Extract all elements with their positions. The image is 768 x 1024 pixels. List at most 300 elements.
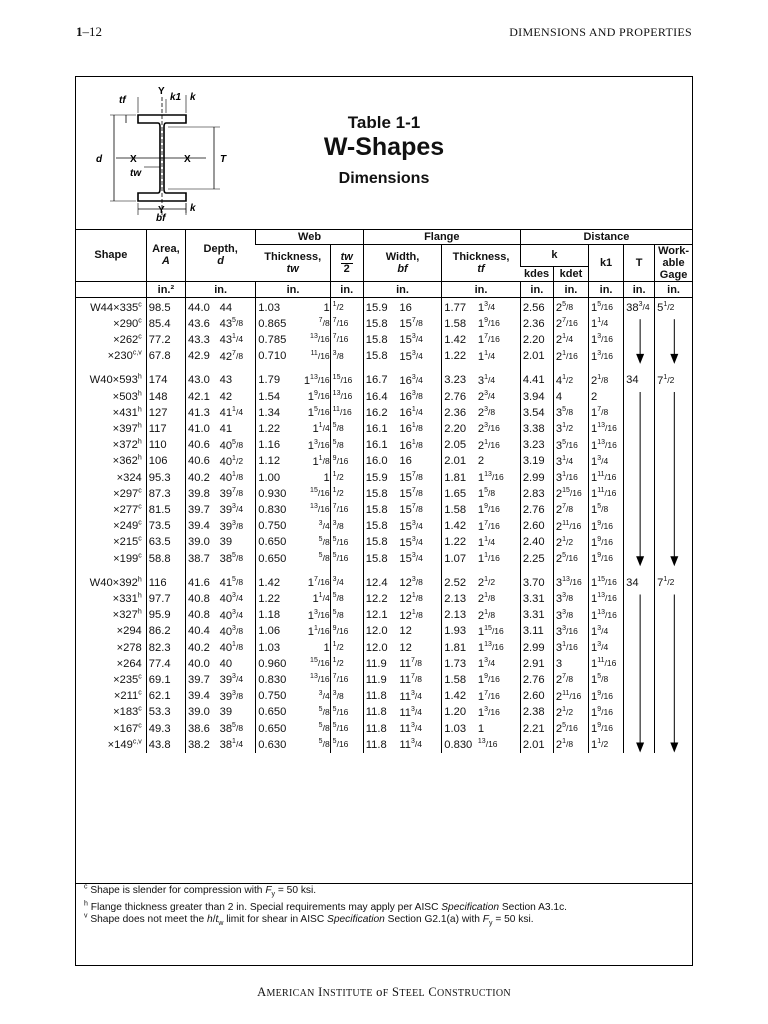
shape-cell: $\times 362^h$ (112, 454, 142, 468)
cell-d-frac: $42^7/8$ (219, 349, 244, 363)
cell-tw2: $^1$/2 (330, 470, 363, 486)
cell-tf: 1.07 (442, 551, 477, 567)
cell-bf: 11.9 (363, 672, 398, 688)
cell-d-frac: $39^3/4$ (219, 503, 244, 517)
table-row (76, 575, 692, 591)
cell-k1: 2 (589, 389, 624, 405)
cell-d-frac: $40^1/8$ (219, 641, 244, 655)
cell-tf-frac: $1^7/16$ (477, 333, 500, 347)
cell-gage (655, 519, 692, 535)
cell-T (624, 624, 655, 640)
cell-bf-frac: $11^3/4$ (399, 722, 423, 736)
cell-d: 38.2 (186, 737, 219, 753)
cell-tf-frac: $1^9/16$ (477, 673, 500, 687)
cell-A: 95.3 (146, 470, 185, 486)
cell-gage (655, 502, 692, 518)
cell-bf-frac: $16^3/4$ (399, 373, 423, 387)
cell-tf: 2.76 (442, 389, 477, 405)
unit: in. (256, 282, 330, 298)
cell-tf: 1.73 (442, 656, 477, 672)
unit: in. (363, 282, 442, 298)
cell-tf-frac: 2 (477, 455, 485, 468)
cell-tw: 1.03 (256, 640, 293, 656)
col-kdet: kdet (553, 266, 588, 281)
cell-tw: 1.22 (256, 421, 293, 437)
cell-tw-frac: $^3$/4 (318, 519, 330, 531)
cell-kdet: $2^1/2$ (553, 705, 588, 721)
cell-bf-frac: $11^3/4$ (399, 738, 423, 752)
cell-k1: $1^{13}/16$ (589, 591, 624, 607)
cell-tf: 1.77 (442, 298, 477, 317)
cell-tw: 0.630 (256, 737, 293, 753)
cell-A: 81.5 (146, 502, 185, 518)
footnote: $^v$ Shape does not meet the $h/t_w$ limit for shear in AISC Specification Section G2.1(a) with $F_y = 50$ ksi. (84, 912, 534, 928)
cell-d-frac: $43^1/4$ (219, 333, 244, 347)
cell-kdet: $2^1/4$ (553, 332, 588, 348)
cell-A: 77.4 (146, 656, 185, 672)
table-row (76, 332, 692, 348)
cell-A: 85.4 (146, 316, 185, 332)
cell-bf: 11.8 (363, 721, 398, 737)
cell-d-frac: $39^3/8$ (219, 519, 244, 533)
cell-tw-frac: $^{11}$/16 (310, 349, 330, 361)
cell-k1: $1^{13}/16$ (589, 438, 624, 454)
table-header-block (76, 77, 692, 230)
cell-tw2: $^7$/16 (330, 332, 363, 348)
svg-text:tf: tf (119, 95, 126, 106)
cell-tf: 2.52 (442, 575, 477, 591)
cell-tf-frac: $1^7/16$ (477, 689, 500, 703)
cell-tw-frac: $^5$/8 (318, 738, 330, 750)
cell-A: 148 (146, 389, 185, 405)
cell-tf-frac: $1^3/4$ (477, 301, 496, 314)
cell-tw-frac: $1^3/16$ (307, 608, 330, 622)
cell-d: 43.3 (186, 332, 219, 348)
cell-tw2: $^7$/16 (330, 316, 363, 332)
cell-kdes: 2.91 (520, 656, 553, 672)
cell-tf: 2.13 (442, 591, 477, 607)
unit: in. (442, 282, 521, 298)
table-row (76, 737, 692, 753)
cell-A: 73.5 (146, 519, 185, 535)
units-row (76, 282, 692, 298)
cell-bf: 15.8 (363, 486, 398, 502)
cell-kdes: 3.31 (520, 608, 553, 624)
cell-k1: $1^1/2$ (589, 737, 624, 753)
cell-tw: 1.54 (256, 389, 293, 405)
cell-A: 95.9 (146, 608, 185, 624)
cell-bf: 15.9 (363, 298, 398, 317)
cell-A: 174 (146, 373, 185, 389)
cell-bf: 12.2 (363, 591, 398, 607)
cell-tf: 1.58 (442, 672, 477, 688)
cell-kdet: $2^1/8$ (553, 737, 588, 753)
cell-k1: $1^9/16$ (589, 721, 624, 737)
cell-d-frac: $40^3/8$ (219, 625, 244, 638)
shape-cell: $W44\times 335^c$ (90, 300, 142, 314)
cell-tw: 1.03 (256, 298, 293, 317)
svg-text:k: k (190, 203, 196, 214)
cell-tw: 1.22 (256, 591, 293, 607)
cell-tf: 1.03 (442, 721, 477, 737)
cell-tw-frac: $1^7/16$ (307, 576, 330, 590)
cell-tw-frac: $1^3/16$ (307, 438, 330, 452)
cell-bf: 12.1 (363, 608, 398, 624)
cell-tw: 1.16 (256, 438, 293, 454)
unit: in. (330, 282, 363, 298)
cell-tf-frac: $1^1/16$ (477, 552, 500, 566)
cell-tw2: $^3$/8 (330, 349, 363, 365)
cell-k1: $1^1/4$ (589, 316, 624, 332)
cell-tf-frac: $1^3/16$ (477, 706, 500, 719)
table-row (76, 502, 692, 518)
table-row (76, 705, 692, 721)
cell-bf-frac: $12^3/8$ (399, 576, 423, 590)
cell-bf-frac: $16^1/4$ (399, 406, 423, 420)
cell-tw2: $^1$/2 (330, 640, 363, 656)
table-body (76, 298, 692, 754)
cell-bf: 15.8 (363, 535, 398, 551)
col-flange-thickness: Thickness, tf (442, 245, 521, 282)
cell-gage (655, 656, 692, 672)
cell-tw-frac: 1 (323, 471, 330, 484)
cell-tw-frac: $^5$/8 (318, 722, 330, 734)
shape-cell: $\times 149^{c,v}$ (107, 738, 142, 751)
cell-T (624, 721, 655, 737)
cell-tf-frac: $1^5/8$ (477, 487, 496, 501)
cell-bf-frac: $15^7/8$ (399, 503, 423, 517)
shape-cell: $\times 249^c$ (113, 519, 142, 533)
cell-gage (655, 689, 692, 705)
footnote: $^c$ Shape is slender for compression with $F_y = 50$ ksi. (84, 883, 317, 899)
cell-A: 82.3 (146, 640, 185, 656)
cell-T (624, 705, 655, 721)
col-kdes: kdes (524, 267, 550, 280)
shape-cell: $\times 297^c$ (113, 487, 142, 500)
cell-bf: 11.8 (363, 689, 398, 705)
cell-bf: 16.4 (363, 389, 398, 405)
cell-bf: 15.8 (363, 502, 398, 518)
cell-bf: 16.0 (363, 454, 398, 470)
table-row (76, 405, 692, 421)
cell-d-frac: 42 (219, 390, 233, 403)
cell-A: 67.8 (146, 349, 185, 365)
cell-bf: 12.0 (363, 640, 398, 656)
cell-tw2: $^{15}$/16 (330, 373, 363, 389)
cell-A: 62.1 (146, 689, 185, 705)
cell-kdet: $2^{11}/16$ (553, 689, 588, 705)
cell-tw2: $^5$/8 (330, 421, 363, 437)
svg-text:tw: tw (130, 168, 142, 179)
cell-gage (655, 332, 692, 348)
cell-kdet: $3^1/4$ (553, 454, 588, 470)
col-area: Area, A (146, 229, 185, 282)
cell-tw-frac: $1^1/16$ (307, 625, 330, 638)
shape-cell: $W40\times 593^h$ (89, 373, 142, 387)
page-footer: AMERICAN INSTITUTE oF STEEL CONSTRUCTION (257, 985, 511, 999)
cell-tw2: $^5$/16 (330, 705, 363, 721)
cell-kdes: 2.40 (520, 535, 553, 551)
cell-d-frac: 44 (219, 301, 233, 314)
table-row (76, 551, 692, 567)
cell-d: 42.1 (186, 389, 219, 405)
cell-k1: $1^9/16$ (589, 689, 624, 705)
cell-k1: $1^{11}/16$ (589, 486, 624, 502)
cell-T (624, 608, 655, 624)
cell-bf: 16.1 (363, 438, 398, 454)
shape-cell: $\times 277^c$ (113, 503, 142, 516)
cell-d: 39.0 (186, 705, 219, 721)
cell-tf-frac: $2^1/8$ (477, 592, 496, 606)
cell-kdet: $2^1/16$ (553, 349, 588, 365)
cell-gage (655, 486, 692, 502)
cell-tf: 0.830 (442, 737, 477, 753)
cell-tw: 1.06 (256, 624, 293, 640)
cell-kdet: $2^7/16$ (553, 316, 588, 332)
cell-kdet: $3^1/16$ (553, 470, 588, 486)
cell-T (624, 316, 655, 332)
cell-kdes: 2.60 (520, 689, 553, 705)
cell-tf-frac: $1^1/4$ (477, 536, 496, 549)
cell-d-frac: $40^1/8$ (219, 471, 244, 485)
cell-tf-frac: $2^3/8$ (477, 406, 496, 420)
cell-T (624, 640, 655, 656)
cell-gage (655, 640, 692, 656)
cell-tw2: $^5$/8 (330, 438, 363, 454)
cell-gage (655, 672, 692, 688)
cell-tf-frac: $1^{13}/16$ (477, 471, 504, 485)
table-subtitle: Dimensions (338, 170, 430, 187)
cell-T (624, 389, 655, 405)
cell-T (624, 535, 655, 551)
cell-d: 44.0 (186, 298, 219, 317)
cell-tw2: $^5$/16 (330, 551, 363, 567)
cell-tw-frac: $1^9/16$ (307, 390, 330, 404)
cell-gage (655, 535, 692, 551)
cell-bf: 16.7 (363, 373, 398, 389)
shape-cell: $W40\times 392^h$ (89, 576, 142, 589)
cell-kdes: 2.56 (520, 298, 553, 317)
table-title: W-Shapes (323, 133, 445, 161)
cell-bf-frac: $15^3/4$ (399, 552, 423, 566)
cell-T (624, 438, 655, 454)
cell-kdet: $2^7/8$ (553, 502, 588, 518)
cell-tf-frac: $2^1/16$ (477, 438, 500, 452)
cell-tf: 1.93 (442, 624, 477, 640)
cell-tw-frac: $^7$/8 (318, 317, 330, 329)
cell-tf: 2.20 (442, 421, 477, 437)
cell-tw: 0.650 (256, 721, 293, 737)
shape-cell: $\times 199^c$ (113, 551, 142, 565)
table-row (76, 519, 692, 535)
cell-T (624, 737, 655, 753)
cell-bf-frac: $11^3/4$ (399, 689, 423, 703)
cell-A: 110 (146, 438, 185, 454)
cell-tf-frac: $1^9/16$ (477, 317, 500, 331)
cell-tf: 1.42 (442, 689, 477, 705)
cell-tw: 0.750 (256, 689, 293, 705)
cell-tw2: $^5$/16 (330, 737, 363, 753)
col-flange-width: Width, bf (363, 245, 442, 282)
cell-tf-frac: $2^3/4$ (477, 390, 496, 404)
cell-d: 40.8 (186, 591, 219, 607)
cell-d: 42.9 (186, 349, 219, 365)
cell-tw: 0.830 (256, 672, 293, 688)
cell-T (624, 689, 655, 705)
cell-kdes: 2.36 (520, 316, 553, 332)
cell-T: 34 (624, 373, 655, 389)
cell-kdet: $2^{11}/16$ (553, 519, 588, 535)
cell-d-frac: 39 (219, 536, 233, 549)
unit: in. (624, 282, 655, 298)
cell-gage (655, 470, 692, 486)
cell-d: 43.0 (186, 373, 219, 389)
cell-d-frac: $38^1/4$ (219, 738, 244, 752)
col-web-thickness: Thickness, tw (264, 251, 322, 275)
cell-k1: $1^3/16$ (589, 349, 624, 365)
cell-kdes: 2.25 (520, 551, 553, 567)
cell-A: 86.2 (146, 624, 185, 640)
cell-d-frac: $41^5/8$ (219, 576, 244, 590)
cell-d-frac: $40^1/2$ (219, 455, 244, 468)
cell-gage (655, 624, 692, 640)
cell-bf-frac: $12^1/8$ (399, 592, 423, 606)
cell-bf-frac: $15^3/4$ (399, 536, 423, 549)
cell-A: 77.2 (146, 332, 185, 348)
cell-d-frac: $39^3/4$ (219, 673, 244, 687)
shape-cell: ×264 (116, 657, 142, 670)
cell-A: 69.1 (146, 672, 185, 688)
cell-kdes: 2.60 (520, 519, 553, 535)
cell-tf: 1.42 (442, 519, 477, 535)
cell-tw2: $^7$/16 (330, 672, 363, 688)
cell-T (624, 405, 655, 421)
cell-tf: 1.20 (442, 705, 477, 721)
cell-kdet: 4 (553, 389, 588, 405)
cell-tw-frac: $1^1/8$ (312, 455, 330, 468)
cell-tw: 0.830 (256, 502, 293, 518)
cell-k1: $1^9/16$ (589, 519, 624, 535)
cell-tw2: $^{13}$/16 (330, 389, 363, 405)
cell-d: 39.0 (186, 535, 219, 551)
cell-kdet: $2^5/8$ (553, 298, 588, 317)
cell-d: 40.8 (186, 608, 219, 624)
cell-kdet: $2^5/16$ (553, 551, 588, 567)
cell-bf-frac: 12 (399, 641, 412, 654)
svg-text:Y: Y (158, 86, 165, 97)
cell-A: 58.8 (146, 551, 185, 567)
cell-gage (655, 316, 692, 332)
cell-bf-frac: $11^7/8$ (399, 657, 423, 671)
cell-d: 39.7 (186, 502, 219, 518)
cell-tf: 1.58 (442, 502, 477, 518)
cell-tf: 3.23 (442, 373, 477, 389)
cell-tw2: $^5$/16 (330, 721, 363, 737)
cell-k1: $1^{13}/16$ (589, 421, 624, 437)
cell-T (624, 454, 655, 470)
unit: in. (589, 282, 624, 298)
notes-divider (76, 883, 692, 884)
cell-bf: 15.8 (363, 519, 398, 535)
cell-d: 41.0 (186, 421, 219, 437)
running-head: DIMENSIONS AND PROPERTIES (509, 25, 692, 39)
cell-tf-frac: $1^1/4$ (477, 349, 496, 363)
table-label: Table 1-1 (347, 113, 421, 132)
cell-k1: $1^3/4$ (589, 640, 624, 656)
cell-bf-frac: $15^3/4$ (399, 519, 423, 533)
cell-k1: $1^{13}/16$ (589, 608, 624, 624)
cell-tf-frac: $2^3/16$ (477, 422, 500, 436)
shape-cell: $\times 167^c$ (113, 721, 142, 735)
table-row (76, 316, 692, 332)
table-row (76, 608, 692, 624)
cell-kdes: 2.01 (520, 737, 553, 753)
cell-A: 106 (146, 454, 185, 470)
col-k: k (520, 245, 588, 267)
cell-tw2: $^7$/16 (330, 502, 363, 518)
cell-tf: 1.22 (442, 535, 477, 551)
cell-k1: $1^3/4$ (589, 624, 624, 640)
cell-A: 117 (146, 421, 185, 437)
cell-k1: $1^7/8$ (589, 405, 624, 421)
cell-d: 40.6 (186, 454, 219, 470)
cell-tw: 1.79 (256, 373, 293, 389)
cell-kdet: $2^1/2$ (553, 535, 588, 551)
svg-text:Y: Y (158, 205, 165, 216)
cell-T (624, 591, 655, 607)
table-row (76, 438, 692, 454)
cell-d-frac: $41^1/4$ (219, 406, 244, 420)
cell-k1: $1^5/16$ (589, 298, 624, 317)
cell-d-frac: $38^5/8$ (219, 552, 244, 566)
cell-kdes: 2.20 (520, 332, 553, 348)
shape-cell: $\times 211^c$ (113, 689, 142, 703)
cell-tf-frac: $1^7/16$ (477, 519, 500, 533)
cell-d-frac: $40^3/4$ (219, 592, 244, 606)
cell-d-frac: 40 (219, 657, 233, 670)
cell-kdet: $2^7/8$ (553, 672, 588, 688)
table-row (76, 672, 692, 688)
cell-d: 40.2 (186, 470, 219, 486)
cell-k1: $1^5/8$ (589, 502, 624, 518)
cell-bf-frac: $16^1/8$ (399, 438, 423, 452)
table-row (76, 656, 692, 672)
cell-tf-frac: $1^9/16$ (477, 503, 500, 517)
cell-tf-frac: $1^{15}/16$ (477, 625, 504, 638)
cell-tw2: $^3$/8 (330, 519, 363, 535)
cell-d-frac: 39 (219, 706, 233, 719)
cell-A: 116 (146, 575, 185, 591)
cell-tf-frac: $3^1/4$ (477, 373, 496, 387)
cell-kdet: $3^1/16$ (553, 640, 588, 656)
cell-gage (655, 349, 692, 365)
cell-d: 39.4 (186, 689, 219, 705)
shape-cell: $\times 331^h$ (112, 592, 142, 605)
cell-d: 40.2 (186, 640, 219, 656)
cell-kdes: 2.01 (520, 349, 553, 365)
cell-bf-frac: 12 (399, 625, 412, 638)
col-depth: Depth, d (186, 229, 256, 282)
cell-tw-frac: $1^5/16$ (307, 406, 330, 420)
svg-text:d: d (96, 154, 103, 165)
cell-kdes: 3.70 (520, 575, 553, 591)
cell-bf-frac: $15^7/8$ (399, 487, 423, 501)
cell-bf: 11.9 (363, 656, 398, 672)
cell-tf: 1.81 (442, 470, 477, 486)
cell-d-frac: 43 (219, 374, 233, 387)
unit: in. (520, 282, 553, 298)
cell-tw: 1.00 (256, 470, 293, 486)
